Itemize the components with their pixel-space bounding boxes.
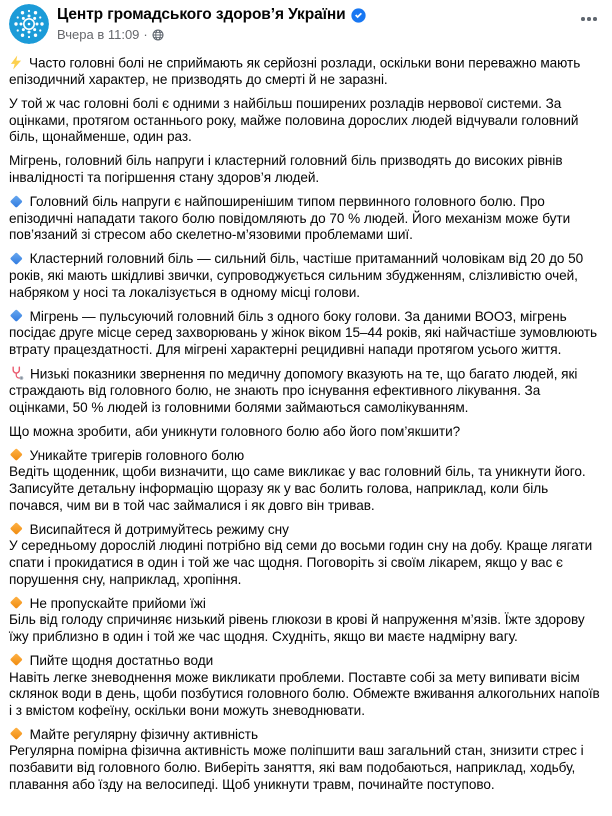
post-header [9,3,603,46]
blue-diamond-icon [10,252,22,264]
post-paragraph [9,727,603,793]
blue-diamond-icon [10,309,22,321]
post-paragraph [9,251,603,301]
orange-diamond-icon [10,727,22,739]
verified-badge-icon [351,8,366,23]
tip-title: Не пропускайте прийоми їжі [29,595,206,611]
post-paragraph [9,366,603,416]
ellipsis-dot [593,17,597,21]
post-body [9,55,603,793]
post-paragraph [9,96,603,146]
tip-title: Пийте щодня достатньо води [29,652,214,668]
post-paragraph [9,309,603,359]
page-avatar[interactable] [9,4,49,44]
paragraph-text: Мігрень, головний біль напруги і кластерний головний біль призводять до високих рівнів інвалідності та погіршення стану здоров’я людей. [9,153,563,186]
post-paragraph [9,653,603,719]
paragraph-text: Що можна зробити, аби уникнути головного болю або його пом’якшити? [9,423,461,439]
lightning-icon [9,55,23,70]
paragraph-text: У середньому дорослій людині потрібно від семи до восьми годин сну на добу. Краще лягати спати і прокидатися в один і той же час щодня. Поговоріть зі своїм лікарем, якщо у вас є порушення сну, наприклад, хропіння. [9,538,593,587]
paragraph-text: Біль від голоду спричиняє низький рівень глюкози в крові й напруження м’язів. Їжте здорову їжу приблизно в один і той же час щодня. Схудніть, якщо ви маєте надмірну вагу. [9,612,585,644]
stethoscope-icon [9,366,24,381]
tip-title: Майте регулярну фізичну активність [29,726,258,742]
orange-diamond-icon [10,596,22,608]
tip-title: Висипайтеся й дотримуйтесь режиму сну [29,521,289,537]
post-paragraph [9,596,603,646]
paragraph-text: Ведіть щоденник, щоби визначити, що саме викликає у вас головний біль, та уникнути його. Записуйте детальну інформацію щоразу як у вас болить голова, наприклад, коли біль почався, чим ви в той час займалися і як довго він тривав. [9,464,586,513]
paragraph-text: Часто головні болі не сприймають як серйозні розлади, оскільки вони переважно мають епізодичний характер, не призводять до смерті й не заразні. [9,55,581,88]
more-options-button[interactable] [577,9,601,29]
paragraph-text: Мігрень — пульсуючий головний біль з одного боку голови. За даними ВООЗ, мігрень посідає друге місце серед захворювань у жінок віком 15–44 років, які найчастіше зумовлюють втрату працездатності. Для мігрені характерні рецидивні напади протягом усього життя. [9,308,598,357]
tip-title: Уникайте тригерів головного болю [29,447,245,463]
header-text [57,4,366,42]
orange-diamond-icon [10,522,22,534]
blue-diamond-icon [10,195,22,207]
post-paragraph [9,424,603,441]
globe-icon [152,29,164,41]
paragraph-text: Кластерний головний біль — сильний біль, частіше притаманний чоловікам від 20 до 50 років, які мають шкідливі звички, супроводжується сильним збудженням, слізливістю очей, набряком у носі та локалізується в одному місці голови. [9,251,584,300]
post-meta [57,27,366,42]
paragraph-text: У той ж час головні болі є одними з найбільш поширених розладів нервової системи. За оцінками, протягом останнього року, майже половина дорослих людей відчували головний біль, щонайменше, один раз. [9,96,579,145]
post-paragraph [9,153,603,186]
post-timestamp[interactable]: Вчера в 11:09 [57,27,140,42]
ellipsis-dot [587,17,591,21]
meta-separator: · [143,27,148,42]
orange-diamond-icon [10,654,22,666]
page-name-link[interactable]: Центр громадського здоров’я України [57,6,346,23]
paragraph-text: Регулярна помірна фізична активність може поліпшити ваш загальний стан, знизити стрес і позбавити від головного болю. Виберіть заняття, які вам подобаються, наприклад, ходьбу, плавання або їзду на велосипеді. Щоб уникнути травм, починайте поступово. [9,743,584,792]
post-paragraph [9,448,603,514]
paragraph-text: Навіть легке зневоднення може викликати проблеми. Поставте собі за мету випивати вісім склянок води в день, щоби позбутися головного болю. Обмежте вживання алкогольних напоїв і з вмістом кофеїну, оскільки вони можуть зневоднювати. [9,669,600,718]
ellipsis-dot [581,17,585,21]
paragraph-text: Низькі показники звернення по медичну допомогу вказують на те, що багато людей, які страждають від головного болю, не знають про існування ефективного лікування. За оцінками, 50 % людей із головними болями займаються самолікуванням. [9,366,578,415]
orange-diamond-icon [10,449,22,461]
paragraph-text: Головний біль напруги є найпоширенішим типом первинного головного болю. Про епізодичні нападати такого болю повідомляють до 70 % людей. Його механізм може бути пов’язаний зі стресом або скелетно-м’язовими проблемами шиї. [9,194,571,243]
post-paragraph [9,55,603,89]
post-paragraph [9,194,603,244]
post-paragraph [9,522,603,588]
